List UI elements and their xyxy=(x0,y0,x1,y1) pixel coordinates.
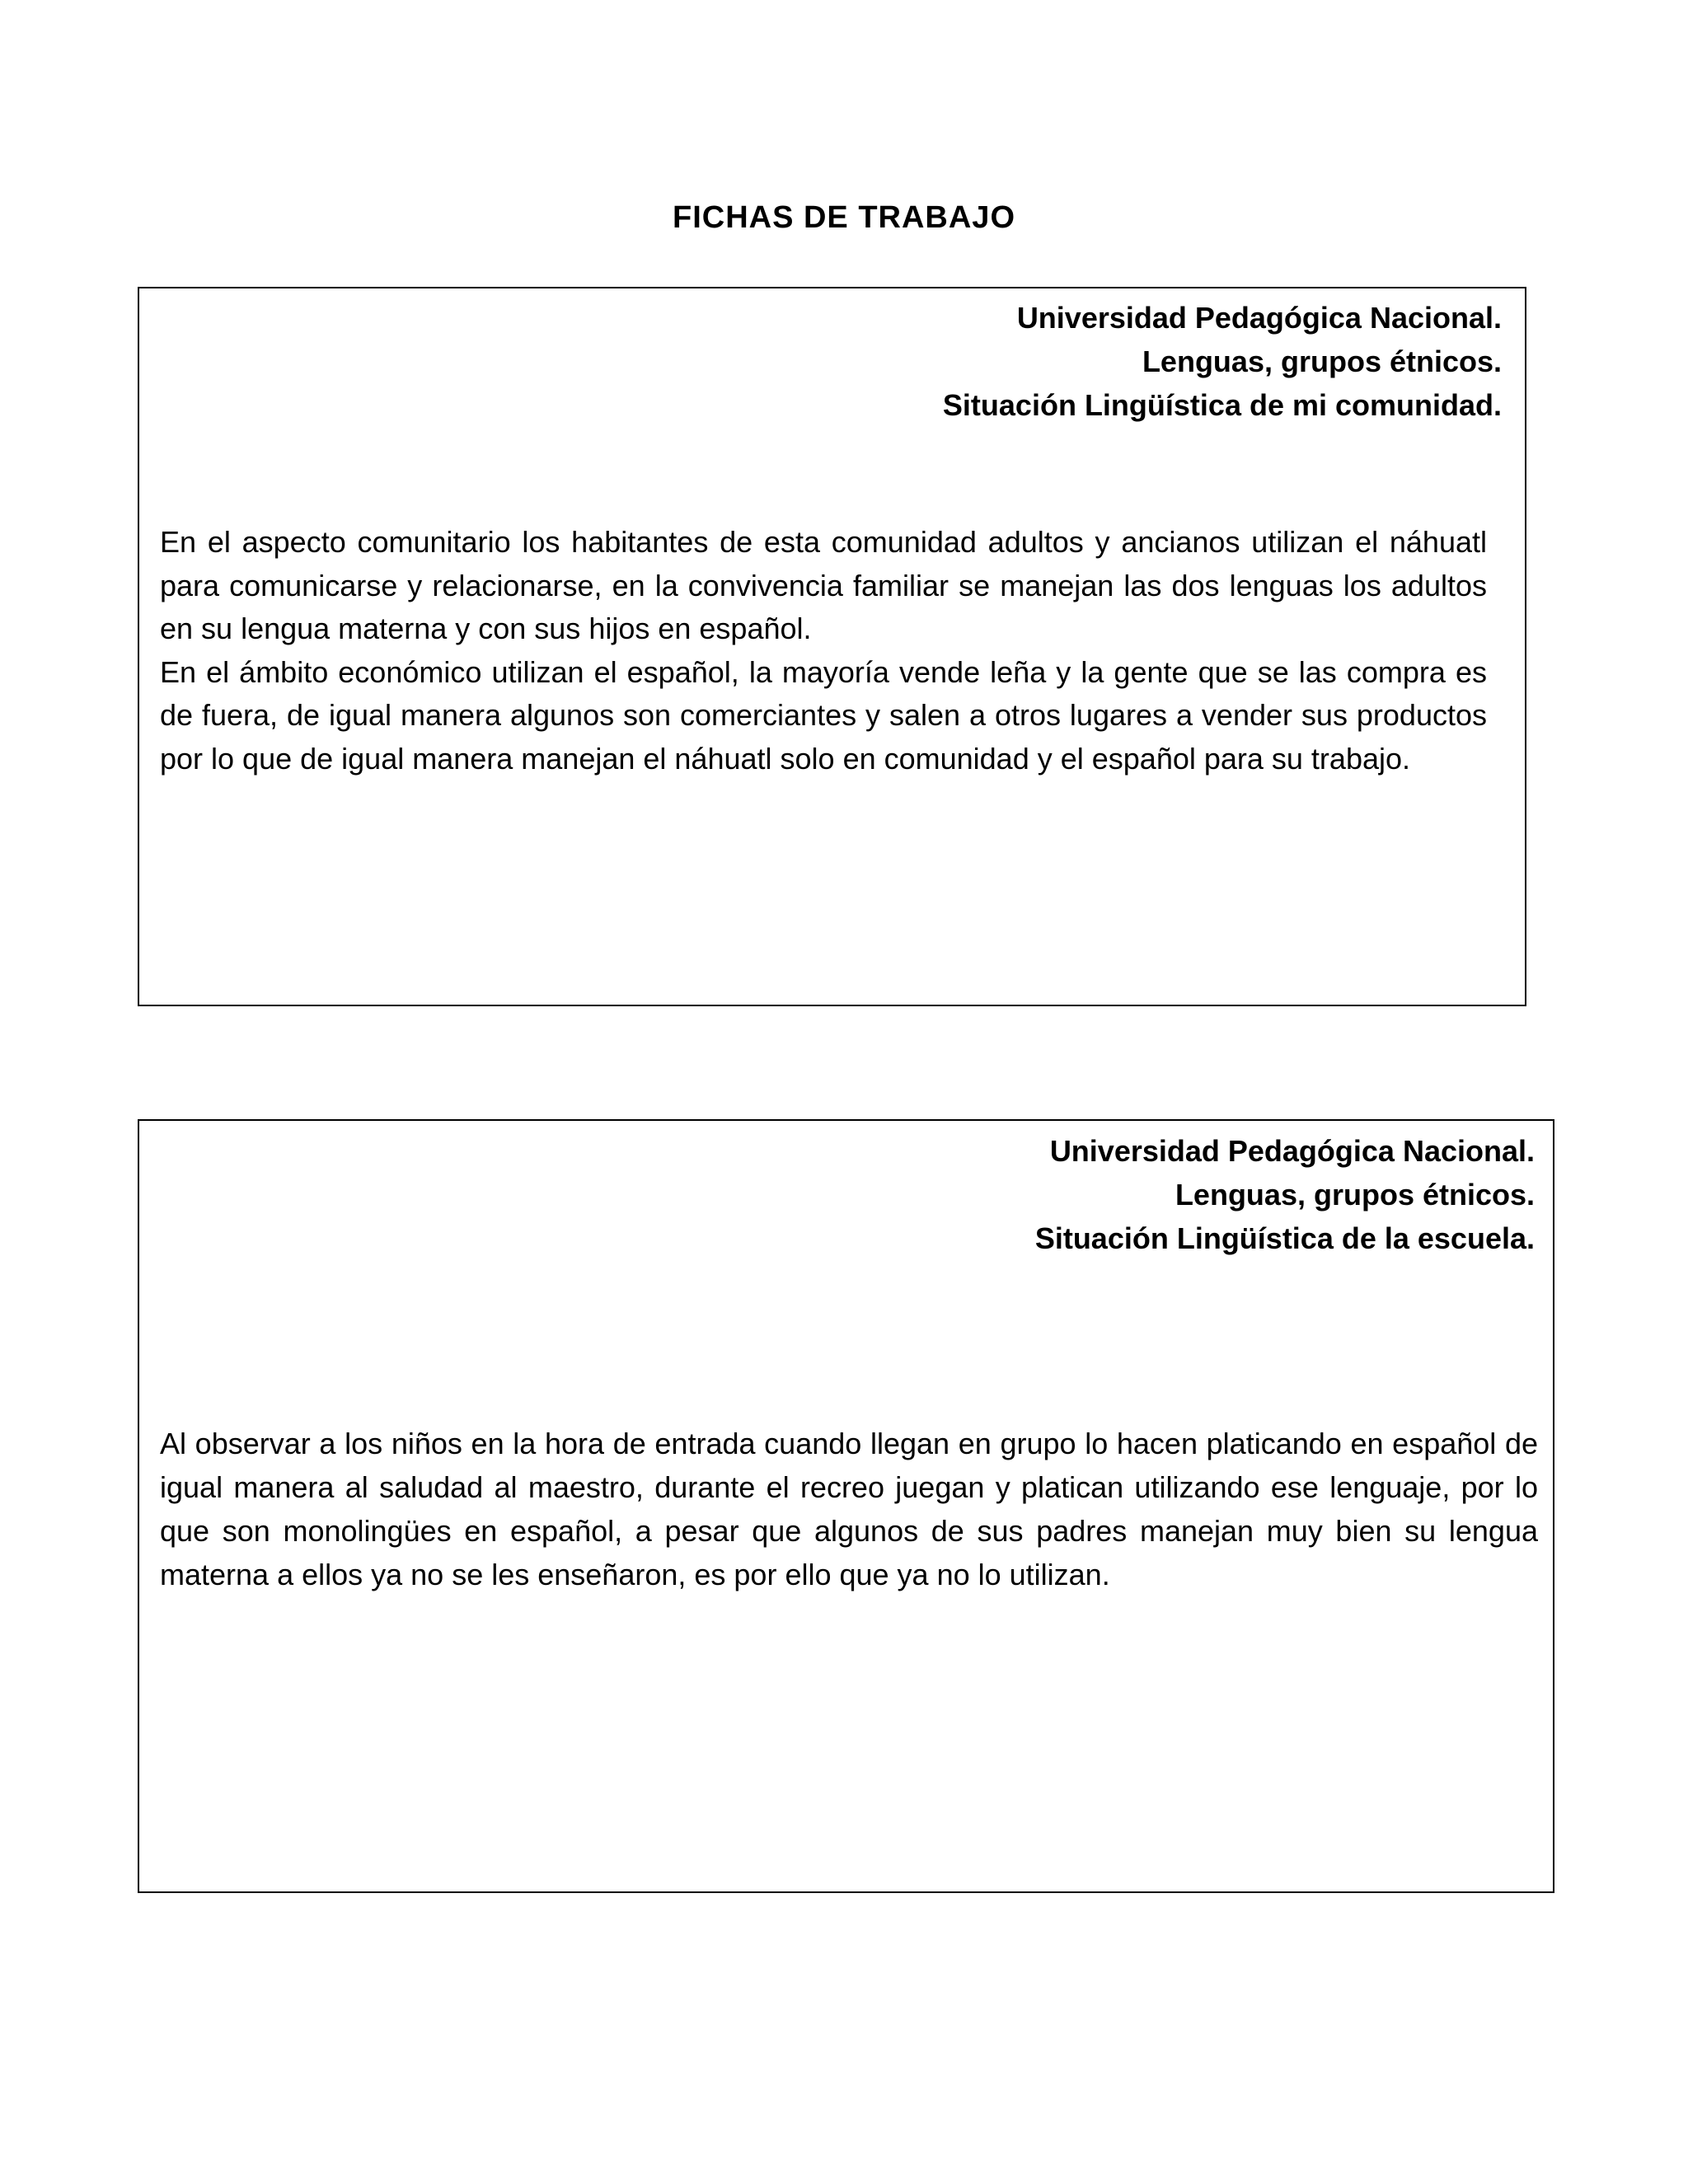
card-institution: Universidad Pedagógica Nacional. xyxy=(1049,1134,1535,1168)
card-institution: Universidad Pedagógica Nacional. xyxy=(1016,301,1502,335)
card-header xyxy=(1035,1129,1535,1260)
card-body xyxy=(160,521,1487,780)
page-title: FICHAS DE TRABAJO xyxy=(672,200,1016,235)
card-topic: Situación Lingüística de mi comunidad. xyxy=(942,388,1502,422)
work-card-community xyxy=(138,287,1526,1006)
card-header xyxy=(943,296,1502,427)
card-course: Lenguas, grupos étnicos. xyxy=(1142,344,1502,378)
work-card-school xyxy=(138,1119,1554,1893)
card-course: Lenguas, grupos étnicos. xyxy=(1175,1178,1535,1212)
card-paragraph: En el aspecto comunitario los habitantes de esta comunidad adultos y ancianos utilizan el náhuatl para comunicarse y relacionarse, en la convivencia familiar se manejan las dos lenguas los adultos en su lengua materna y con sus hijos en español. xyxy=(160,525,1487,645)
card-body xyxy=(160,1422,1538,1596)
card-paragraph: En el ámbito económico utilizan el español, la mayoría vende leña y la gente que se las compra es de fuera, de igual manera algunos son comerciantes y salen a otros lugares a vender sus productos por lo que de igual manera manejan el náhuatl solo en comunidad y el español para su trabajo. xyxy=(160,654,1487,776)
card-topic: Situación Lingüística de la escuela. xyxy=(1034,1221,1535,1255)
card-paragraph: Al observar a los niños en la hora de entrada cuando llegan en grupo lo hacen platicando en español de igual manera al saludad al maestro, durante el recreo juegan y platican utilizando ese lenguaje, por lo que son monolingües en español, a pesar que algunos de sus padres manejan muy bien su lengua materna a ellos ya no se les enseñaron, es por ello que ya no lo utilizan. xyxy=(160,1427,1538,1591)
